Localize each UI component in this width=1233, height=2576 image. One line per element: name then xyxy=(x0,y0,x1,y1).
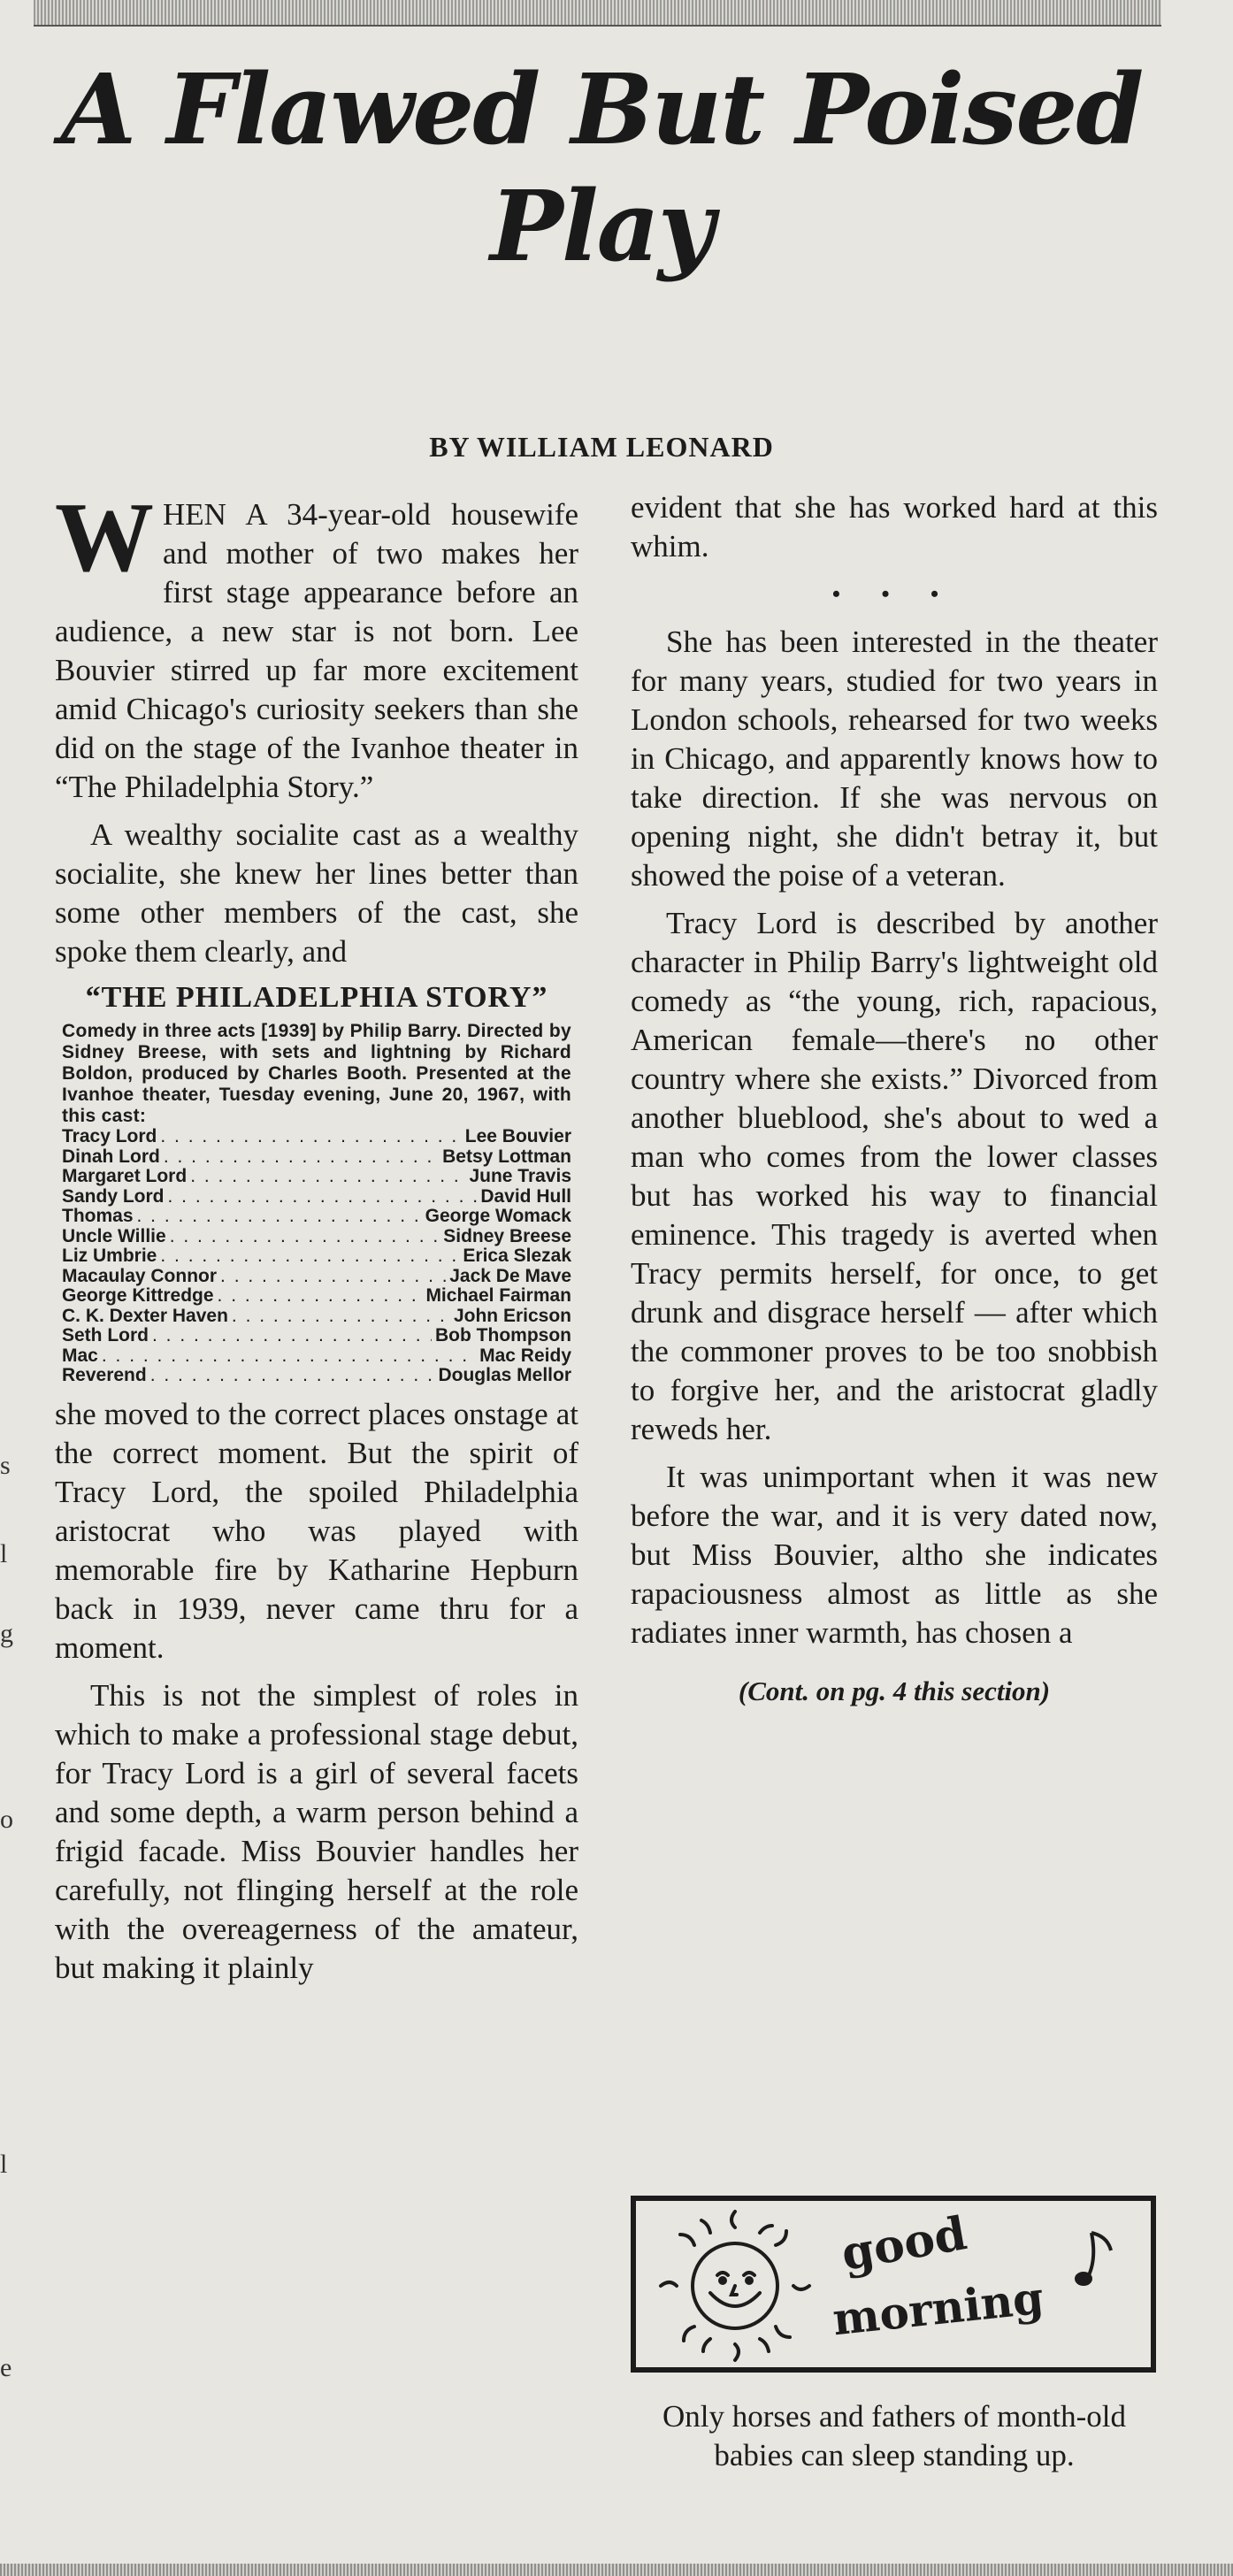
dot-leader xyxy=(152,1326,432,1346)
cast-row xyxy=(62,1187,571,1208)
cast-box xyxy=(55,980,578,1386)
cast-actor: Bob Thompson xyxy=(435,1325,571,1346)
margin-fragment: l xyxy=(0,1539,8,1568)
cast-actor: Lee Bouvier xyxy=(464,1126,571,1146)
paragraph: She has been interested in the theater for many years, studied for two years in London schools, rehearsed for two weeks in Chicago, and apparently knows how to take direction. If she was nervous on opening night, she didn't betray it, but showed the poise of a veteran. xyxy=(631,625,1158,893)
good-morning-tagline: Only horses and fathers of month-old babies can sleep standing up. xyxy=(662,2399,1126,2472)
margin-fragment: g xyxy=(0,1619,13,1648)
cast-role: Reverend xyxy=(62,1365,147,1385)
cast-row xyxy=(62,1147,571,1168)
lead-paragraph-text: HEN A 34-year-old housewife and mother of two makes her first stage appearance before an audience, a new star is not born. Lee Bouvier stirred up far more excitement amid Chicago's curiosity seekers than she did on the stage of the Ivanhoe theater in “The Philadelphia Story.” xyxy=(55,497,578,804)
cast-role: Macaulay Connor xyxy=(62,1265,218,1286)
cast-row xyxy=(62,1227,571,1247)
cast-role: C. K. Dexter Haven xyxy=(62,1305,228,1326)
lead-paragraph xyxy=(55,483,578,807)
paragraph: A wealthy socialite cast as a wealthy socialite, she knew her lines better than some other members of the cast, she spoke them clearly, and xyxy=(55,817,578,969)
cast-box-description: Comedy in three acts [1939] by Philip Barry. Directed by Sidney Breese, with sets and lightning by Richard Boldon, produced by Charles Booth. Presented at the Ivanhoe theater, Tuesday evening, June 20, 1967, with this cast: xyxy=(62,1021,571,1126)
paragraph: she moved to the correct places onstage at the correct moment. But the spirit of Tracy Lord, the spoiled Philadelphia aristocrat who was played with memorable fire by Katharine Hepburn back in 1939, never came thru for a moment. xyxy=(55,1396,578,1665)
article-column-left xyxy=(55,483,578,1997)
continued-note: (Cont. on pg. 4 this section) xyxy=(738,1675,1051,1706)
paragraph: evident that she has worked hard at this whim. xyxy=(631,490,1158,564)
dot-leader xyxy=(160,1127,461,1147)
cast-actor: June Travis xyxy=(469,1166,571,1186)
paragraph: This is not the simplest of roles in which to make a professional stage debut, for Tracy Lord is a girl of several facets and some depth, a warm person behind a frigid facade. Miss Bouvier handles her carefully, not flinging herself at the role with the overeagerness of the amateur, but making it plainly xyxy=(55,1677,578,1985)
dot-leader xyxy=(150,1366,435,1386)
margin-fragment: e xyxy=(0,2353,12,2382)
dot-leader xyxy=(164,1147,439,1168)
cast-row xyxy=(62,1307,571,1327)
top-rule-band xyxy=(34,0,1161,27)
dot-leader xyxy=(160,1246,459,1267)
cast-actor: Douglas Mellor xyxy=(438,1365,571,1385)
margin-fragment: s xyxy=(0,1451,11,1480)
morning-word: morning xyxy=(830,2271,1046,2346)
dot-leader xyxy=(218,1286,423,1307)
cast-role: Thomas xyxy=(62,1206,134,1226)
cast-role: Uncle Willie xyxy=(62,1225,166,1246)
good-morning-box xyxy=(631,2196,1156,2373)
dot-leader xyxy=(137,1207,422,1227)
cast-actor: Mac Reidy xyxy=(479,1345,571,1366)
cast-actor: Sidney Breese xyxy=(443,1225,571,1246)
dot-leader xyxy=(170,1227,440,1247)
cast-row xyxy=(62,1207,571,1227)
drop-cap: W xyxy=(55,483,154,593)
cast-role: Margaret Lord xyxy=(62,1166,188,1186)
dot-leader xyxy=(168,1187,478,1208)
article-column-right xyxy=(631,488,1158,1711)
cast-actor: George Womack xyxy=(425,1206,571,1226)
cast-row xyxy=(62,1326,571,1346)
good-word: good xyxy=(837,2206,971,2281)
cast-actor: Betsy Lottman xyxy=(442,1146,571,1167)
dot-leader xyxy=(190,1167,465,1187)
cast-row xyxy=(62,1127,571,1147)
cast-actor: Erica Slezak xyxy=(463,1246,571,1266)
cast-role: Dinah Lord xyxy=(62,1146,160,1167)
headline: A Flawed But Poised Play xyxy=(60,52,1143,283)
dot-leader xyxy=(220,1267,446,1287)
cast-role: Liz Umbrie xyxy=(62,1246,157,1266)
margin-fragment: o xyxy=(0,1805,13,1834)
cast-row xyxy=(62,1286,571,1307)
margin-fragment: l xyxy=(0,2150,8,2179)
dot-leader xyxy=(232,1307,450,1327)
cast-row xyxy=(62,1366,571,1386)
cast-role: George Kittredge xyxy=(62,1285,214,1306)
cast-row xyxy=(62,1246,571,1267)
paragraph: Tracy Lord is described by another character in Philip Barry's lightweight old comedy as “the young, rich, rapacious, American female—there's no other country where she exists.” Divorced from another blueblood, she's about to wed a man who comes from the lower classes but has worked his way to financial eminence. This tragedy is averted when Tracy permits herself, for once, to get drunk and disgrace herself — after which the commoner proves to be too snobbish to forgive her, and the aristocrat gladly reweds her. xyxy=(631,906,1158,1446)
cast-list xyxy=(62,1127,571,1386)
cast-role: Tracy Lord xyxy=(62,1126,157,1146)
bottom-rule-band xyxy=(0,2564,1233,2576)
section-separator: • • • xyxy=(831,581,957,607)
cast-role: Sandy Lord xyxy=(62,1185,165,1207)
cast-actor: David Hull xyxy=(480,1185,571,1207)
cast-actor: John Ericson xyxy=(453,1305,571,1326)
cast-row xyxy=(62,1167,571,1187)
cast-role: Mac xyxy=(62,1345,98,1366)
paragraph: It was unimportant when it was new before the war, and it is very dated now, but Miss Bouvier, altho she indicates rapaciousness almost as little as she radiates inner warmth, has chosen a xyxy=(631,1460,1158,1650)
byline: BY WILLIAM LEONARD xyxy=(429,431,774,463)
dot-leader xyxy=(102,1346,476,1367)
cast-actor: Michael Fairman xyxy=(425,1285,571,1306)
cast-row xyxy=(62,1267,571,1287)
cast-role: Seth Lord xyxy=(62,1325,149,1346)
cast-actor: Jack De Mave xyxy=(449,1265,571,1286)
cast-row xyxy=(62,1346,571,1367)
cast-box-title: “THE PHILADELPHIA STORY” xyxy=(85,981,548,1014)
